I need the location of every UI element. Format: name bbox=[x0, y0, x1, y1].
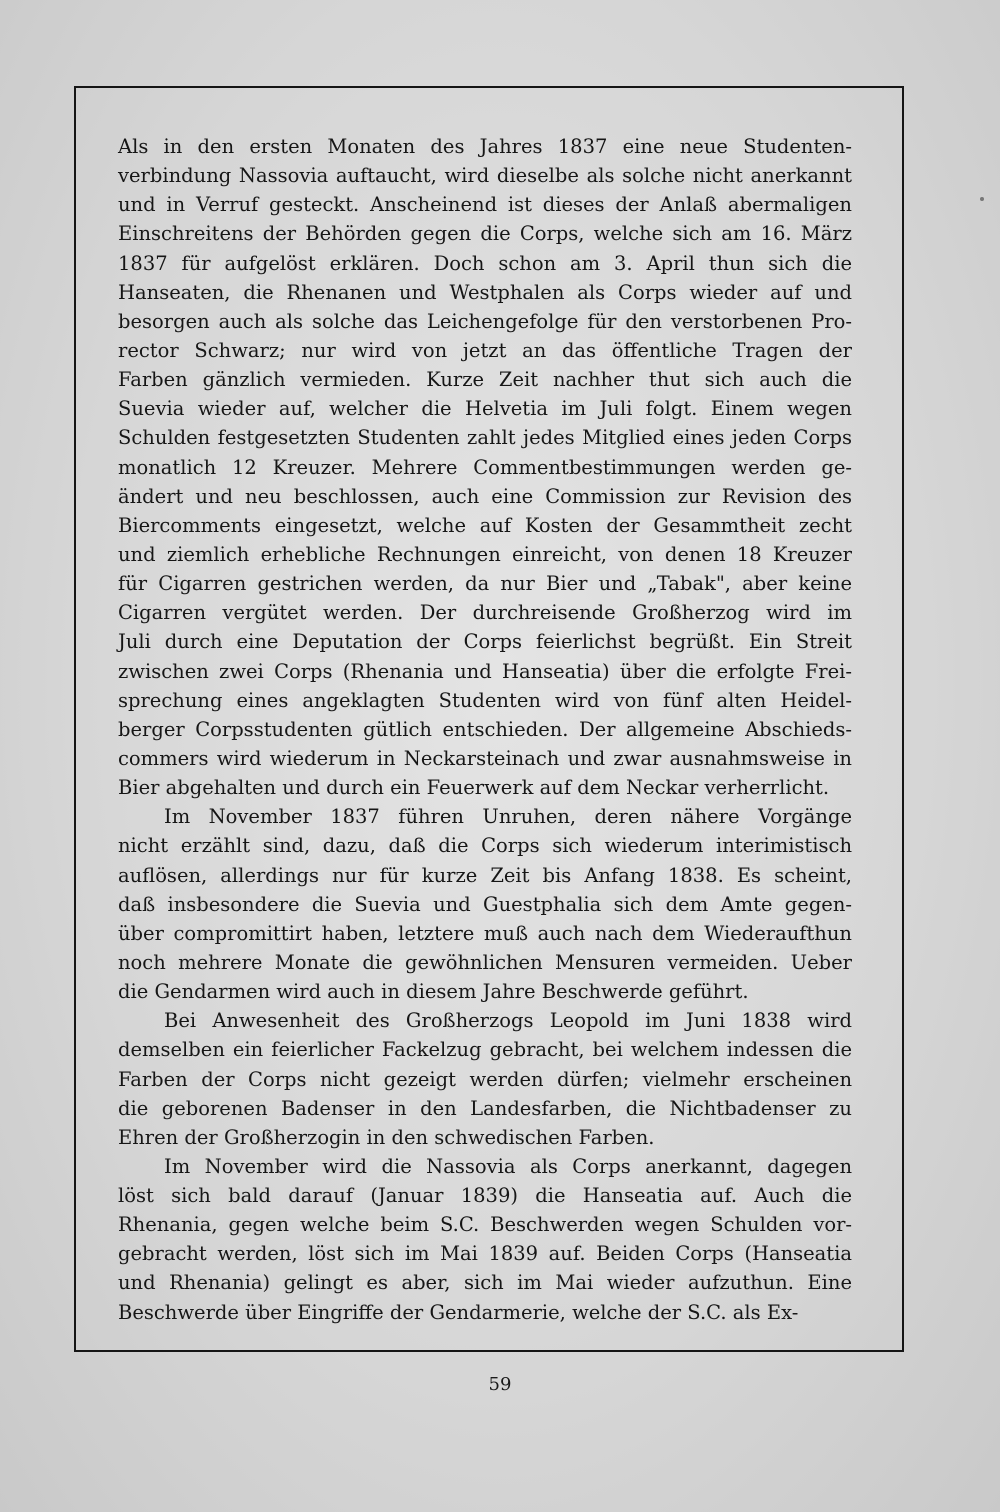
text-line: daß insbesondere die Suevia und Guestphalia sich dem Amte gegen- bbox=[118, 892, 852, 916]
text-line: Bier abgehalten und durch ein Feuerwerk auf dem Neckar verherrlicht. bbox=[118, 776, 830, 800]
text-line: und ziemlich erhebliche Rechnungen einreicht, von denen 18 Kreuzer bbox=[118, 542, 852, 566]
text-line: verbindung Nassovia auftaucht, wird dieselbe als solche nicht anerkannt bbox=[118, 164, 852, 188]
text-line: nicht erzählt sind, dazu, daß die Corps sich wiederum interimistisch bbox=[118, 834, 852, 858]
page-number: 59 bbox=[488, 1374, 512, 1395]
text-line: Farben gänzlich vermieden. Kurze Zeit nachher thut sich auch die bbox=[118, 368, 852, 392]
text-line: löst sich bald darauf (Januar 1839) die Hanseatia auf. Auch die bbox=[118, 1184, 852, 1208]
paragraph bbox=[118, 1152, 852, 1327]
paragraph bbox=[118, 802, 852, 1006]
text-line: sprechung eines angeklagten Studenten wird von fünf alten Heidel- bbox=[118, 688, 852, 712]
text-line: Rhenania, gegen welche beim S.C. Beschwerden wegen Schulden vor- bbox=[118, 1213, 852, 1237]
paragraph bbox=[118, 132, 852, 802]
text-line: 1837 für aufgelöst erklären. Doch schon am 3. April thun sich die bbox=[118, 251, 852, 275]
text-line: ändert und neu beschlossen, auch eine Commission zur Revision des bbox=[118, 484, 852, 508]
text-line: monatlich 12 Kreuzer. Mehrere Commentbestimmungen werden ge- bbox=[118, 455, 852, 479]
text-line: über compromittirt haben, letztere muß auch nach dem Wiederaufthun bbox=[118, 921, 852, 945]
text-line: und in Verruf gesteckt. Anscheinend ist dieses der Anlaß abermaligen bbox=[118, 193, 852, 217]
text-line: Juli durch eine Deputation der Corps feierlichst begrüßt. Ein Streit bbox=[118, 630, 852, 654]
text-line: besorgen auch als solche das Leichengefolge für den verstorbenen Pro- bbox=[118, 309, 852, 333]
text-line: Suevia wieder auf, welcher die Helvetia im Juli folgt. Einem wegen bbox=[118, 397, 852, 421]
text-line: Im November wird die Nassovia als Corps anerkannt, dagegen bbox=[164, 1154, 852, 1178]
body-text bbox=[118, 132, 852, 1327]
text-line: commers wird wiederum in Neckarsteinach und zwar ausnahmsweise in bbox=[118, 746, 852, 770]
text-line: Biercomments eingesetzt, welche auf Kosten der Gesammtheit zecht bbox=[118, 513, 852, 537]
text-line: Schulden festgesetzten Studenten zahlt jedes Mitglied eines jeden Corps bbox=[118, 426, 852, 450]
text-line: Farben der Corps nicht gezeigt werden dürfen; vielmehr erscheinen bbox=[118, 1067, 852, 1091]
paper-speck bbox=[980, 197, 984, 201]
text-line: die geborenen Badenser in den Landesfarben, die Nichtbadenser zu bbox=[118, 1096, 852, 1120]
text-line: rector Schwarz; nur wird von jetzt an das öffentliche Tragen der bbox=[118, 338, 852, 362]
text-line: Bei Anwesenheit des Großherzogs Leopold im Juni 1838 wird bbox=[164, 1009, 852, 1033]
text-line: berger Corpsstudenten gütlich entschieden. Der allgemeine Abschieds- bbox=[118, 717, 852, 741]
text-line: noch mehrere Monate die gewöhnlichen Mensuren vermeiden. Ueber bbox=[118, 950, 852, 974]
text-line: Als in den ersten Monaten des Jahres 1837 eine neue Studenten- bbox=[118, 135, 852, 158]
paragraph bbox=[118, 1006, 852, 1152]
text-line: Cigarren vergütet werden. Der durchreisende Großherzog wird im bbox=[118, 601, 852, 625]
text-line: gebracht werden, löst sich im Mai 1839 auf. Beiden Corps (Hanseatia bbox=[118, 1242, 852, 1266]
text-line: für Cigarren gestrichen werden, da nur Bier und „Tabak", aber keine bbox=[118, 572, 852, 596]
text-line: die Gendarmen wird auch in diesem Jahre Beschwerde geführt. bbox=[118, 980, 749, 1004]
text-line: Einschreitens der Behörden gegen die Corps, welche sich am 16. März bbox=[118, 222, 852, 246]
text-line: und Rhenania) gelingt es aber, sich im Mai wieder aufzuthun. Eine bbox=[118, 1271, 852, 1295]
text-line: Ehren der Großherzogin in den schwedischen Farben. bbox=[118, 1125, 655, 1149]
text-line: Hanseaten, die Rhenanen und Westphalen als Corps wieder auf und bbox=[118, 280, 852, 304]
text-line: Im November 1837 führen Unruhen, deren nähere Vorgänge bbox=[164, 805, 852, 829]
text-line: auflösen, allerdings nur für kurze Zeit bis Anfang 1838. Es scheint, bbox=[118, 863, 852, 887]
text-line: zwischen zwei Corps (Rhenania und Hanseatia) über die erfolgte Frei- bbox=[118, 659, 852, 683]
text-line: demselben ein feierlicher Fackelzug gebracht, bei welchem indessen die bbox=[118, 1038, 852, 1062]
text-line: Beschwerde über Eingriffe der Gendarmerie, welche der S.C. als Ex- bbox=[118, 1300, 799, 1324]
